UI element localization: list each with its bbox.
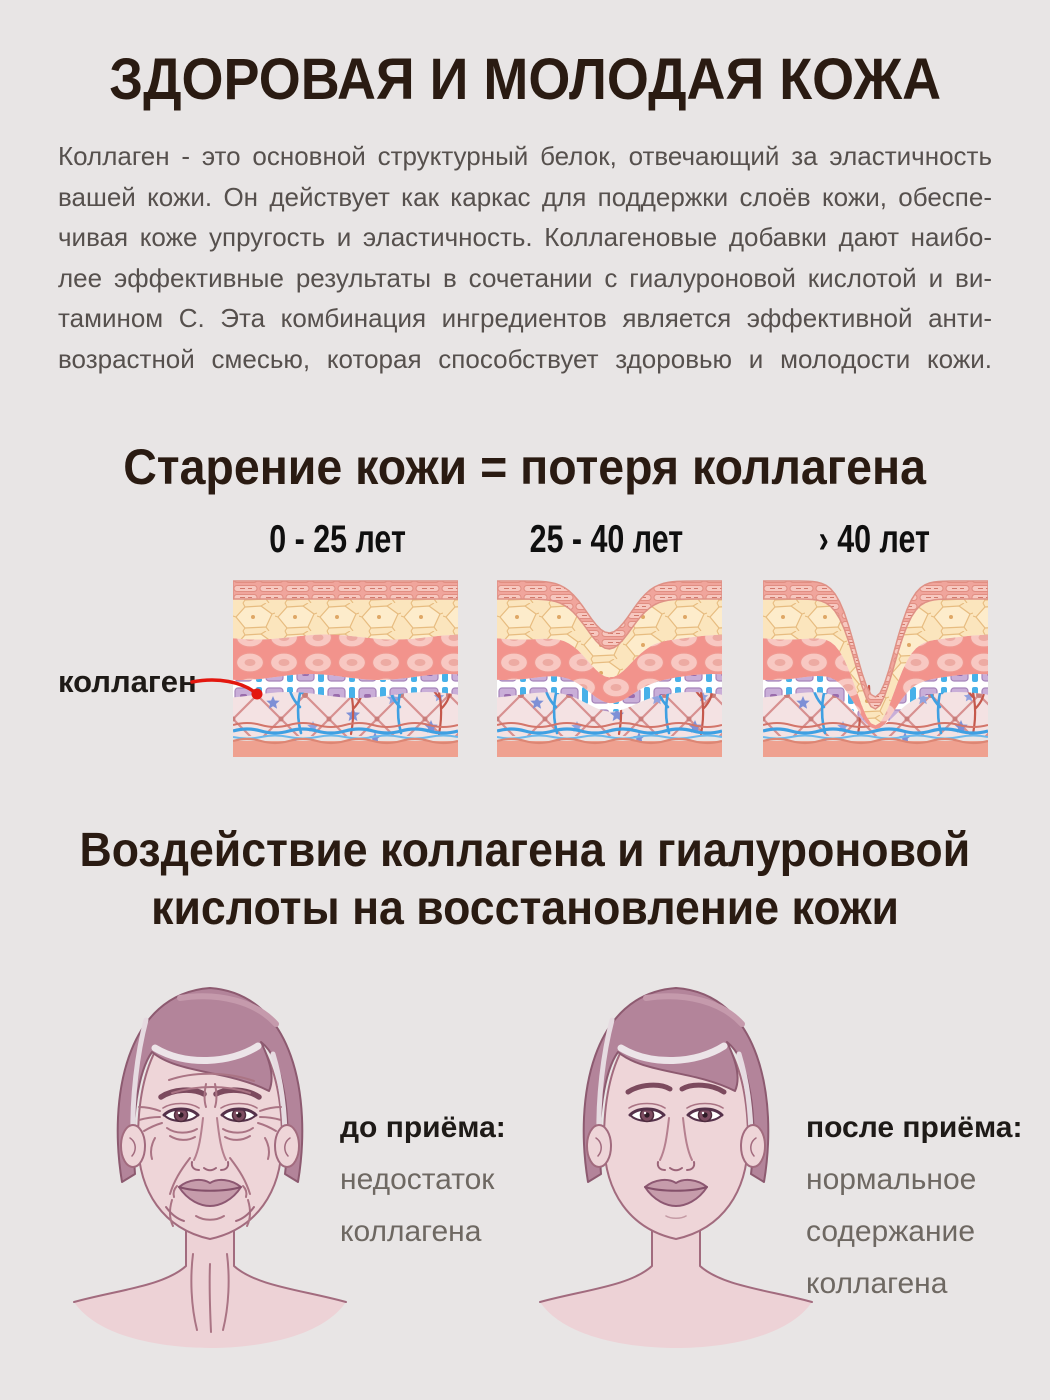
aged-face-illustration — [60, 958, 360, 1355]
age-label-stage-1: 0 - 25 лет — [269, 518, 407, 561]
after-label-title: после приёма: — [806, 1111, 1023, 1144]
after-label-lines — [806, 1154, 1046, 1310]
face-label-line: недостаток — [340, 1163, 495, 1196]
after-label — [806, 1102, 1046, 1310]
intro-line: возрастной смесью, которая способствует здоровью и молодости кожи. — [58, 343, 992, 374]
face-label-line: нормальное — [806, 1163, 977, 1196]
intro-line: лее эффективные результаты в сочетании с гиалуроновой кислотой и ви- — [58, 262, 992, 293]
page-title-text: ЗДОРОВАЯ И МОЛОДАЯ КОЖА — [109, 47, 941, 112]
face-label-line: коллагена — [806, 1267, 948, 1300]
intro-line: тамином С. Эта комбинация ингредиентов является эффективной анти- — [58, 303, 992, 333]
intro-line: вашей кожи. Он действует как каркас для поддержки слоёв кожи, обеспе- — [58, 181, 992, 212]
page-title — [0, 46, 1050, 113]
collagen-label: коллаген — [58, 664, 197, 699]
intro-paragraph — [58, 136, 992, 379]
before-label — [340, 1102, 580, 1258]
collagen-pointer-arrow-icon — [186, 664, 276, 714]
effect-heading-line2: кислоты на восстановление кожи — [151, 882, 899, 935]
aging-section-heading — [0, 438, 1050, 496]
face-label-line: коллагена — [340, 1215, 482, 1248]
before-label-lines — [340, 1154, 580, 1258]
before-label-title: до приёма: — [340, 1111, 506, 1144]
aging-section-heading-text: Старение кожи = потеря коллагена — [123, 439, 927, 495]
skin-diagram-middle — [497, 575, 722, 757]
age-label-stage-3: › 40 лет — [818, 518, 930, 561]
effect-heading-line1: Воздействие коллагена и гиалуроновой — [79, 824, 971, 877]
effect-section-heading — [0, 822, 1050, 938]
intro-line: Коллаген - это основной структурный белок, отвечающий за эластичность — [58, 141, 992, 171]
intro-line: чивая коже упругость и эластичность. Коллагеновые добавки дают наибо- — [58, 222, 992, 252]
age-label-stage-2: 25 - 40 лет — [529, 518, 683, 561]
skin-diagram-old — [763, 575, 988, 757]
face-label-line: содержание — [806, 1215, 975, 1248]
